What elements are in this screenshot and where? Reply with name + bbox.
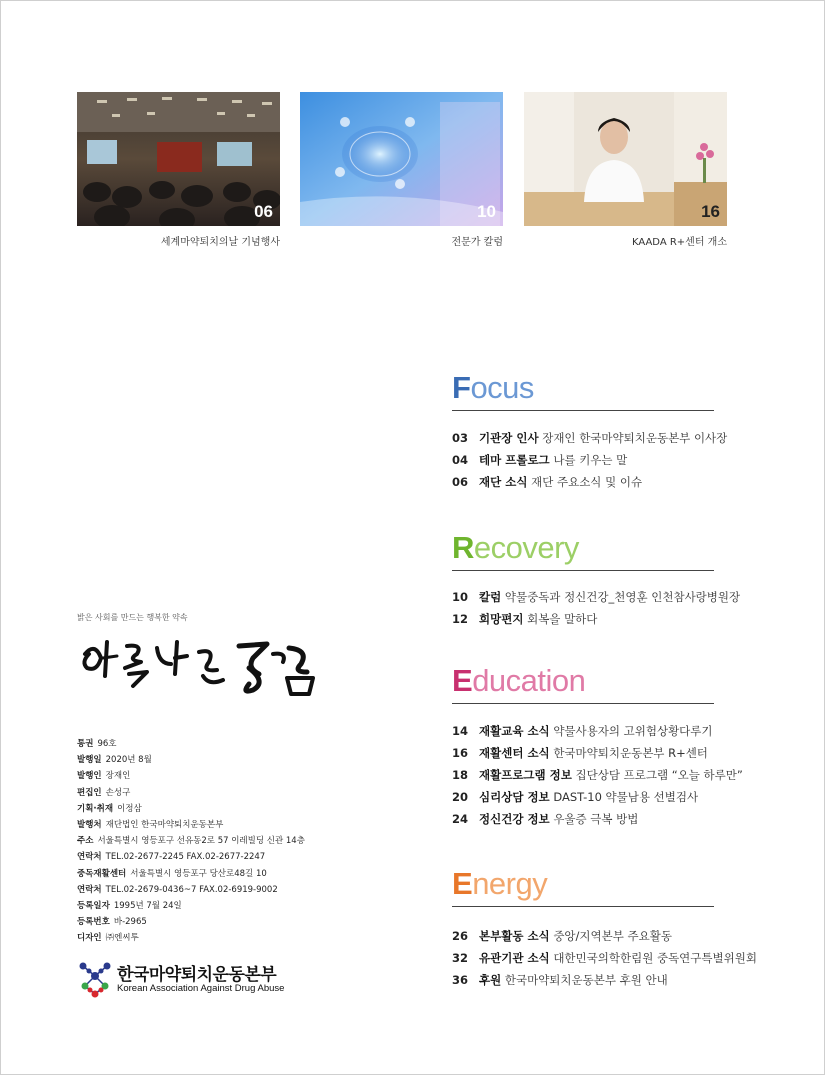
toc-page: 24 (452, 812, 469, 826)
colophon-row (77, 866, 305, 882)
colophon-value: 서울특별시 영등포구 당산로48길 10 (130, 868, 267, 879)
auditorium-photo (77, 92, 280, 226)
colophon-key: 등록번호 (77, 917, 110, 928)
section-title-rest: ecovery (473, 530, 579, 565)
colophon-key: 발행처 (77, 819, 102, 830)
thumb-caption: 세계마약퇴치의날 기념행사 (160, 237, 280, 248)
section-heading (452, 864, 714, 907)
toc-item[interactable] (452, 471, 727, 493)
toc-description: 한국마약퇴치운동본부 후원 안내 (504, 973, 668, 987)
toc-item[interactable] (452, 969, 757, 991)
toc-description: 재단 주요소식 및 이슈 (531, 475, 643, 489)
calligraphy-title-logo (77, 624, 327, 706)
section-title-rest: ocus (470, 370, 534, 405)
network-dots-logo-icon (77, 960, 113, 998)
colophon-value: 바-2965 (113, 917, 147, 928)
colophon-row (77, 801, 305, 817)
organization-name-english: Korean Association Against Drug Abuse (117, 983, 285, 994)
toc-page: 36 (452, 973, 469, 987)
colophon-value: 서울특별시 영등포구 선유동2로 57 이레빌딩 신관 14층 (97, 836, 305, 847)
toc-page: 03 (452, 431, 469, 445)
colophon-key: 통권 (77, 739, 94, 749)
colophon-key: 기획·취재 (77, 803, 114, 814)
toc-page: 16 (452, 746, 469, 760)
colophon-key: 등록일자 (77, 900, 110, 911)
colophon-key: 디자인 (77, 933, 102, 944)
toc-category: 칼럼 (479, 590, 502, 604)
thumb-caption: 전문가 칼럼 (451, 237, 503, 248)
section-recovery (452, 528, 714, 571)
toc-page: 20 (452, 790, 469, 804)
colophon-row (77, 882, 305, 898)
toc-page: 18 (452, 768, 469, 782)
colophon (77, 736, 305, 946)
energy-list (452, 925, 757, 991)
colophon-key: 발행인 (77, 771, 102, 782)
toc-category: 심리상담 정보 (479, 790, 550, 804)
colophon-key: 발행일 (77, 755, 102, 766)
education-list (452, 720, 743, 830)
recovery-list (452, 586, 740, 630)
colophon-key: 연락처 (77, 852, 102, 863)
organization-logo[interactable] (77, 960, 307, 1000)
section-initial: F (452, 370, 471, 405)
toc-category: 재활프로그램 정보 (479, 768, 572, 782)
colophon-row (77, 785, 305, 801)
toc-item[interactable] (452, 427, 727, 449)
toc-page: 26 (452, 929, 469, 943)
brain-illustration (300, 92, 503, 226)
toc-item[interactable] (452, 742, 743, 764)
section-initial: E (452, 663, 473, 698)
toc-description: 우울증 극복 방법 (553, 812, 639, 826)
colophon-value: 1995년 7월 24일 (113, 900, 182, 911)
section-focus (452, 368, 714, 411)
toc-description: 집단상담 프로그램 “오늘 하루만” (575, 768, 743, 782)
section-title-rest: nergy (472, 866, 548, 901)
colophon-value: ㈜엔씨투 (105, 933, 139, 944)
magazine-title (77, 624, 327, 706)
section-education (452, 661, 714, 704)
toc-item[interactable] (452, 608, 740, 630)
colophon-value: TEL.02-2677-2245 FAX.02-2677-2247 (105, 852, 266, 863)
colophon-key: 편집인 (77, 787, 102, 798)
toc-description: 회복을 말하다 (527, 612, 598, 626)
colophon-value: TEL.02-2679-0436~7 FAX.02-6919-9002 (105, 884, 278, 895)
page-number: 10 (477, 202, 496, 221)
toc-category: 정신건강 정보 (479, 812, 550, 826)
page-number: 16 (701, 202, 720, 221)
toc-item[interactable] (452, 586, 740, 608)
toc-description: 약물중독과 정신건강_천영훈 인천참사랑병원장 (504, 590, 741, 604)
toc-description: 약물사용자의 고위험상황다루기 (553, 724, 713, 738)
colophon-key: 주소 (77, 836, 94, 847)
colophon-row (77, 849, 305, 865)
colophon-row (77, 898, 305, 914)
toc-category: 재활교육 소식 (479, 724, 550, 738)
colophon-value: 장재인 (105, 771, 131, 782)
colophon-row (77, 752, 305, 768)
toc-item[interactable] (452, 786, 743, 808)
toc-category: 기관장 인사 (479, 431, 539, 445)
colophon-row (77, 736, 305, 752)
toc-description: 중앙/지역본부 주요활동 (553, 929, 672, 943)
colophon-value: 이정삼 (117, 803, 142, 814)
focus-list (452, 427, 727, 493)
thumb-column-photo[interactable] (300, 92, 503, 226)
toc-category: 테마 프롤로그 (479, 453, 550, 467)
toc-page: 10 (452, 590, 469, 604)
section-heading (452, 661, 714, 704)
colophon-row (77, 768, 305, 784)
toc-category: 희망편지 (479, 612, 524, 626)
thumb-center-photo[interactable] (524, 92, 727, 226)
toc-page: 14 (452, 724, 469, 738)
colophon-row (77, 817, 305, 833)
toc-description: 나를 키우는 말 (553, 453, 628, 467)
toc-page: 06 (452, 475, 469, 489)
toc-item[interactable] (452, 925, 757, 947)
toc-item[interactable] (452, 449, 727, 471)
colophon-row (77, 833, 305, 849)
toc-description: 장재인 한국마약퇴치운동본부 이사장 (542, 431, 728, 445)
colophon-row (77, 930, 305, 946)
thumb-caption: KAADA R+센터 개소 (631, 237, 727, 248)
colophon-value: 96호 (97, 739, 117, 749)
section-heading (452, 528, 714, 571)
toc-item[interactable] (452, 947, 757, 969)
colophon-row (77, 914, 305, 930)
portrait-photo (524, 92, 727, 226)
toc-description: 한국마약퇴치운동본부 R+센터 (553, 746, 708, 760)
toc-category: 본부활동 소식 (479, 929, 550, 943)
colophon-value: 재단법인 한국마약퇴치운동본부 (105, 819, 224, 830)
toc-page: 32 (452, 951, 469, 965)
toc-description: DAST-10 약물남용 선별검사 (553, 790, 699, 804)
thumb-ceremony-photo[interactable] (77, 92, 280, 226)
toc-category: 후원 (479, 973, 502, 987)
section-initial: E (452, 866, 473, 901)
toc-page: 12 (452, 612, 469, 626)
toc-item[interactable] (452, 720, 743, 742)
colophon-value: 2020년 8월 (105, 755, 152, 766)
toc-page: 04 (452, 453, 469, 467)
toc-category: 유관기관 소식 (479, 951, 550, 965)
section-heading (452, 368, 714, 411)
toc-item[interactable] (452, 764, 743, 786)
section-energy (452, 864, 714, 907)
toc-category: 재단 소식 (479, 475, 528, 489)
colophon-value: 손성구 (105, 787, 131, 798)
section-initial: R (452, 530, 474, 565)
toc-description: 대한민국의학한림원 중독연구특별위원회 (553, 951, 757, 965)
section-title-rest: ducation (472, 663, 586, 698)
toc-category: 재활센터 소식 (479, 746, 550, 760)
toc-item[interactable] (452, 808, 743, 830)
magazine-tagline: 밝은 사회를 만드는 행복한 약속 (77, 613, 188, 622)
page-number: 06 (254, 202, 273, 221)
colophon-key: 중독재활센터 (77, 868, 127, 879)
colophon-key: 연락처 (77, 884, 102, 895)
organization-name-korean: 한국마약퇴치운동본부 (117, 965, 277, 985)
